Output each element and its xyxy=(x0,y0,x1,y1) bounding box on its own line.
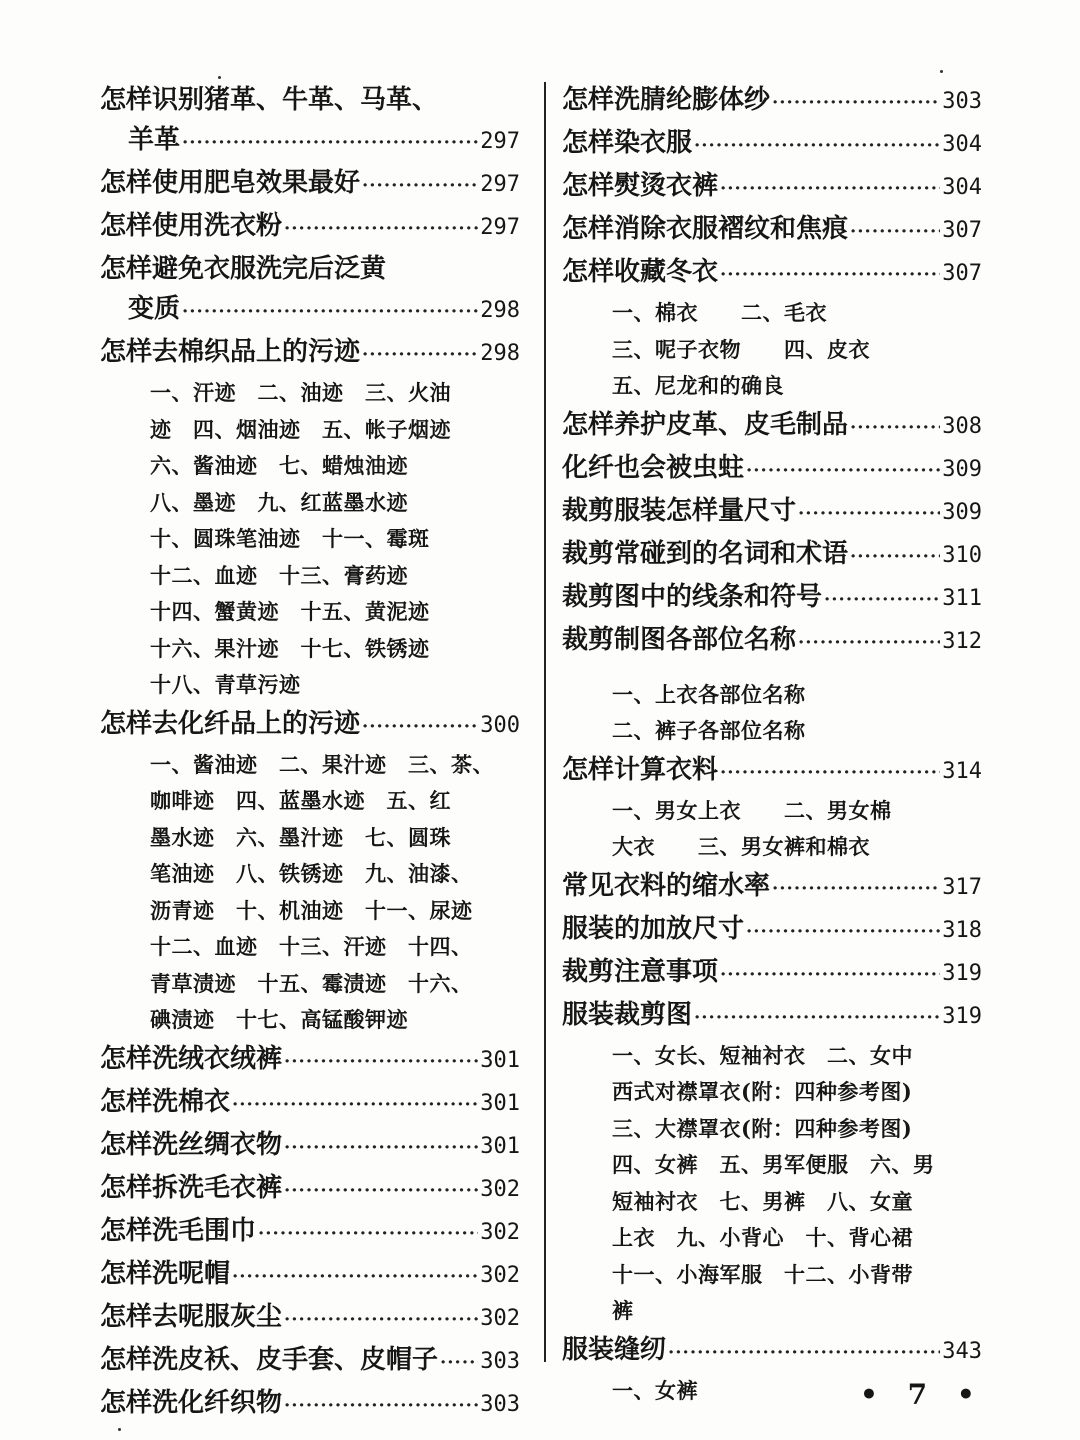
dot-leader xyxy=(798,494,940,534)
toc-entry[interactable] xyxy=(562,750,982,793)
toc-entry[interactable] xyxy=(100,120,520,163)
toc-entry-title: 常见衣料的缩水率 xyxy=(562,870,771,901)
toc-subentry: 一、酱油迹 二、果汁迹 三、茶、 xyxy=(150,751,494,777)
toc-entry-page: 343 xyxy=(942,1338,982,1364)
dot-leader xyxy=(798,623,940,663)
toc-entry[interactable] xyxy=(100,1297,520,1340)
toc-subentry: 八、墨迹 九、红蓝墨水迹 xyxy=(150,489,408,515)
dot-leader xyxy=(694,998,940,1038)
dot-leader xyxy=(772,83,940,123)
toc-subentry: 一、男女上衣 二、男女棉 xyxy=(612,797,892,823)
scan-speck xyxy=(940,70,943,73)
toc-entry-page: 307 xyxy=(942,218,982,243)
toc-left-column xyxy=(100,80,520,1426)
toc-entry[interactable] xyxy=(100,332,520,375)
dot-leader xyxy=(668,1333,940,1373)
dot-leader xyxy=(720,955,940,995)
dot-leader xyxy=(850,537,940,577)
toc-entry-page: 302 xyxy=(480,1219,520,1245)
toc-entry-page: 318 xyxy=(942,917,982,943)
dot-leader xyxy=(284,209,478,249)
toc-entry[interactable] xyxy=(100,1039,520,1082)
toc-entry-title: 裁剪常碰到的名词和术语 xyxy=(562,538,849,569)
toc-entry-page: 301 xyxy=(480,1090,520,1116)
toc-entry-page: 297 xyxy=(480,172,520,197)
column-divider xyxy=(544,82,546,1362)
dot-leader xyxy=(720,753,940,793)
dot-leader xyxy=(284,1300,478,1340)
dot-leader xyxy=(284,1128,478,1168)
toc-entry-title: 裁剪服装怎样量尺寸 xyxy=(562,495,797,526)
toc-entry-title: 怎样使用洗衣粉 xyxy=(100,211,283,241)
toc-entry[interactable] xyxy=(562,252,982,295)
toc-entry[interactable] xyxy=(562,995,982,1038)
toc-right-column xyxy=(562,80,982,1409)
dot-leader xyxy=(746,451,940,491)
dot-leader xyxy=(258,1214,478,1254)
toc-entry-page: 298 xyxy=(480,341,520,366)
toc-entry-page: 297 xyxy=(480,215,520,240)
toc-entry-page: 304 xyxy=(942,132,982,157)
dot-leader xyxy=(284,1386,478,1426)
toc-entry[interactable] xyxy=(562,909,982,952)
toc-entry[interactable] xyxy=(100,1125,520,1168)
dot-leader xyxy=(362,707,478,747)
toc-entry-title: 怎样洗毛围巾 xyxy=(100,1215,257,1246)
spacer xyxy=(562,663,982,677)
toc-subentry: 三、大襟罩衣(附：四种参考图) xyxy=(612,1115,913,1141)
toc-subentry: 十二、血迹 十三、汗迹 十四、 xyxy=(150,934,473,959)
toc-subentry: 一、上衣各部位名称 xyxy=(612,681,806,707)
toc-entry-title: 怎样收藏冬衣 xyxy=(562,257,719,287)
toc-subentry: 十一、小海军服 十二、小背带 xyxy=(612,1261,913,1287)
dot-leader xyxy=(182,123,478,163)
toc-entry-page: 319 xyxy=(942,1003,982,1029)
toc-entry-title: 怎样染衣服 xyxy=(562,128,693,158)
toc-subentry: 一、棉衣 二、毛衣 xyxy=(612,300,827,325)
toc-subentry: 西式对襟罩衣(附：四种参考图) xyxy=(612,1079,913,1104)
toc-entry-title: 变质 xyxy=(128,294,181,324)
toc-entry-title: 服装缝纫 xyxy=(562,1334,667,1365)
toc-entry-page: 309 xyxy=(942,456,982,482)
dot-leader xyxy=(232,1257,478,1297)
page-number: • 7 • xyxy=(860,1378,985,1411)
toc-entry[interactable] xyxy=(562,448,982,491)
toc-subentry: 沥青迹 十、机油迹 十一、尿迹 xyxy=(150,897,473,923)
toc-entry[interactable] xyxy=(562,80,982,123)
dot-leader xyxy=(746,912,940,952)
toc-entry[interactable] xyxy=(100,1082,520,1125)
toc-entry-title: 怎样养护皮革、皮毛制品 xyxy=(562,409,849,440)
toc-entry-title: 怎样洗皮袄、皮手套、皮帽子 xyxy=(100,1344,439,1375)
toc-entry-page: 317 xyxy=(942,874,982,900)
toc-entry-title: 怎样洗化纤织物 xyxy=(100,1387,283,1418)
dot-leader xyxy=(772,869,940,909)
toc-subentry: 迹 四、烟油迹 五、帐子烟迹 xyxy=(150,416,451,442)
toc-entry-title: 怎样洗绒衣绒裤 xyxy=(100,1043,283,1074)
toc-entry[interactable] xyxy=(562,620,982,663)
toc-entry[interactable] xyxy=(100,1211,520,1254)
dot-leader xyxy=(850,212,940,252)
toc-subentry: 笔油迹 八、铁锈迹 九、油漆、 xyxy=(150,861,473,886)
toc-entry[interactable] xyxy=(562,1330,982,1373)
toc-entry[interactable] xyxy=(100,1168,520,1211)
toc-entry-title: 裁剪图中的线条和符号 xyxy=(562,581,823,612)
toc-subentry: 一、汗迹 二、油迹 三、火油 xyxy=(150,380,451,405)
toc-subentry: 十二、血迹 十三、膏药迹 xyxy=(150,562,408,588)
dot-leader xyxy=(850,408,940,448)
toc-subentry: 十、圆珠笔油迹 十一、霉斑 xyxy=(150,526,430,551)
dot-leader xyxy=(720,255,940,295)
toc-entry-title: 服装的加放尺寸 xyxy=(562,913,745,944)
toc-entry[interactable] xyxy=(562,952,982,995)
toc-subentry: 五、尼龙和的确良 xyxy=(612,373,784,398)
scan-speck xyxy=(218,76,221,79)
dot-leader xyxy=(232,1085,478,1125)
toc-subentry: 大衣 三、男女裤和棉衣 xyxy=(612,834,870,859)
dot-leader xyxy=(284,1171,478,1211)
dot-leader xyxy=(720,169,940,209)
toc-entry-title: 裁剪制图各部位名称 xyxy=(562,624,797,655)
toc-subentry: 一、女裤 xyxy=(612,1377,698,1403)
toc-entry-title: 怎样洗丝绸衣物 xyxy=(100,1129,283,1160)
dot-leader xyxy=(362,166,478,206)
toc-entry[interactable] xyxy=(562,209,982,252)
toc-subentry: 裤 xyxy=(612,1298,634,1323)
toc-entry-page: 319 xyxy=(942,960,982,986)
toc-entry-title: 怎样去棉织品上的污迹 xyxy=(100,337,361,367)
toc-subentry: 十四、蟹黄迹 十五、黄泥迹 xyxy=(150,599,430,624)
toc-heading[interactable]: 怎样识别猪革、牛革、马革、 xyxy=(100,85,439,115)
toc-subentry: 一、女长、短袖衬衣 二、女中 xyxy=(612,1042,913,1068)
toc-entry-title: 怎样洗呢帽 xyxy=(100,1258,231,1289)
toc-subentry: 咖啡迹 四、蓝墨水迹 五、红 xyxy=(150,788,451,813)
dot-leader xyxy=(284,1042,478,1082)
toc-entry[interactable] xyxy=(100,163,520,206)
toc-entry-page: 304 xyxy=(942,175,982,200)
scan-speck xyxy=(118,1428,121,1431)
toc-entry[interactable] xyxy=(100,1254,520,1297)
toc-subentry: 上衣 九、小背心 十、背心裙 xyxy=(612,1225,913,1250)
toc-subentry: 二、裤子各部位名称 xyxy=(612,718,806,743)
toc-subentry: 短袖衬衣 七、男裤 八、女童 xyxy=(612,1188,913,1214)
toc-entry-title: 化纤也会被虫蛀 xyxy=(562,452,745,483)
toc-entry-title: 怎样洗腈纶膨体纱 xyxy=(562,85,771,115)
toc-subentry: 青草渍迹 十五、霉渍迹 十六、 xyxy=(150,970,473,996)
toc-entry-title: 怎样使用肥皂效果最好 xyxy=(100,168,361,198)
toc-entry[interactable] xyxy=(562,491,982,534)
toc-entry[interactable] xyxy=(100,704,520,747)
toc-entry-page: 302 xyxy=(480,1305,520,1331)
toc-heading[interactable]: 怎样避免衣服洗完后泛黄 xyxy=(100,254,387,284)
toc-entry[interactable] xyxy=(100,1383,520,1426)
toc-entry-title: 服装裁剪图 xyxy=(562,999,693,1030)
toc-entry[interactable] xyxy=(562,405,982,448)
dot-leader xyxy=(182,292,478,332)
toc-entry-page: 310 xyxy=(942,542,982,568)
toc-entry[interactable] xyxy=(562,166,982,209)
toc-entry-page: 303 xyxy=(942,89,982,114)
toc-entry-title: 怎样去化纤品上的污迹 xyxy=(100,708,361,739)
toc-entry[interactable] xyxy=(100,206,520,249)
toc-entry-page: 311 xyxy=(942,585,982,611)
toc-entry-title: 怎样计算衣料 xyxy=(562,754,719,785)
toc-subentry: 三、呢子衣物 四、皮衣 xyxy=(612,336,870,362)
toc-entry-page: 300 xyxy=(480,712,520,738)
toc-entry-page: 309 xyxy=(942,499,982,525)
toc-entry-page: 301 xyxy=(480,1133,520,1159)
toc-entry-page: 314 xyxy=(942,758,982,784)
toc-entry-page: 303 xyxy=(480,1348,520,1374)
toc-entry-page: 307 xyxy=(942,261,982,286)
toc-entry-title: 裁剪注意事项 xyxy=(562,956,719,987)
dot-leader xyxy=(694,126,940,166)
toc-entry-page: 302 xyxy=(480,1176,520,1202)
toc-entry[interactable] xyxy=(562,123,982,166)
toc-entry[interactable] xyxy=(562,577,982,620)
toc-subentry: 四、女裤 五、男军便服 六、男 xyxy=(612,1152,935,1177)
toc-entry[interactable] xyxy=(562,866,982,909)
dot-leader xyxy=(362,335,478,375)
toc-subentry: 十八、青草污迹 xyxy=(150,672,301,697)
dot-leader xyxy=(440,1343,478,1383)
toc-entry-page: 303 xyxy=(480,1391,520,1417)
toc-entry-title: 羊革 xyxy=(128,125,181,155)
toc-subentry: 十六、果汁迹 十七、铁锈迹 xyxy=(150,635,430,661)
toc-subentry: 墨水迹 六、墨汁迹 七、圆珠 xyxy=(150,824,451,850)
toc-entry-page: 301 xyxy=(480,1047,520,1073)
toc-entry-page: 312 xyxy=(942,628,982,654)
toc-entry[interactable] xyxy=(100,289,520,332)
toc-entry-title: 怎样消除衣服褶纹和焦痕 xyxy=(562,214,849,244)
toc-entry-title: 怎样去呢服灰尘 xyxy=(100,1301,283,1332)
toc-entry[interactable] xyxy=(562,534,982,577)
toc-entry[interactable] xyxy=(100,1340,520,1383)
toc-entry-page: 302 xyxy=(480,1262,520,1288)
toc-entry-page: 308 xyxy=(942,413,982,439)
toc-entry-page: 298 xyxy=(480,298,520,323)
toc-entry-title: 怎样洗棉衣 xyxy=(100,1086,231,1117)
toc-entry-page: 297 xyxy=(480,129,520,154)
toc-subentry: 六、酱油迹 七、蜡烛油迹 xyxy=(150,453,408,478)
dot-leader xyxy=(824,580,940,620)
toc-entry-title: 怎样拆洗毛衣裤 xyxy=(100,1172,283,1203)
toc-entry-title: 怎样熨烫衣裤 xyxy=(562,171,719,201)
toc-subentry: 碘渍迹 十七、高锰酸钾迹 xyxy=(150,1007,408,1032)
